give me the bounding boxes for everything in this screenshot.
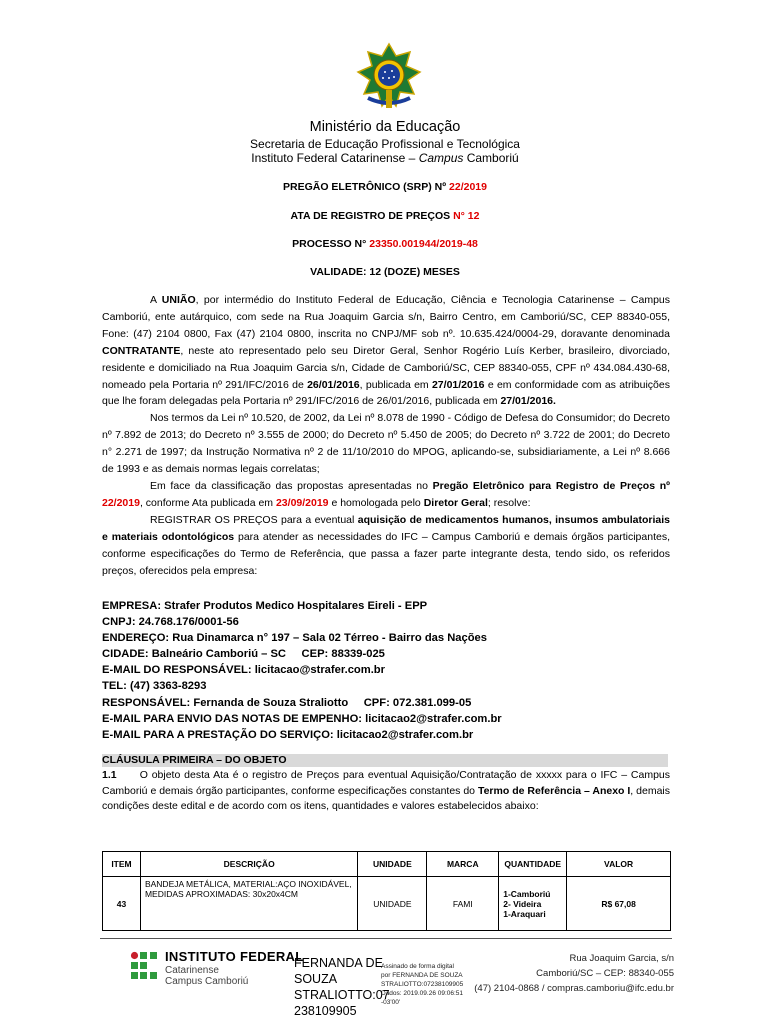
clausula-text: 1.1 O objeto desta Ata é o registro de Preços para eventual Aquisição/Contratação de xxxxx para o IFC – Campus Camboriú e demais órgão participantes, conforme especificações constantes do Termo de Referência – Anexo I, demais condições deste edital e de acordo com os itens, quantidades e valores estabelecidos abaixo: (102, 769, 670, 813)
institute-title: Instituto Federal Catarinense – Campus Camboriú (251, 151, 519, 165)
preamble-paragraph-2: Nos termos da Lei nº 10.520, de 2002, da Lei nº 8.078 de 1990 - Código de Defesa do Consumidor; do Decreto nº 7.892 de 2013; do Decreto nº 3.555 de 2000; do Decreto nº 5.450 de 2005; do Decreto nº 3.722 de 2001; do Decreto n° 2.271 de 1997; da Instrução Normativa nº 2 de 11/10/2010 do MPOG, aplicando-se, subsidiariamente, a Lei nº 8.666 de 1993 e as demais normas legais correlatas; (102, 412, 670, 476)
empresa-tel: TEL: (47) 3363-8293 (102, 680, 207, 693)
validade-title: VALIDADE: 12 (DOZE) MESES (310, 266, 460, 278)
empresa-email: E-MAIL DO RESPONSÁVEL: licitacao@strafer.com.br (102, 664, 385, 677)
ifc-subtitle: Catarinense Campus Camboriú (165, 965, 249, 987)
clausula-title: CLÁUSULA PRIMEIRA – DO OBJETO (102, 754, 668, 767)
empresa-name: EMPRESA: Strafer Produtos Medico Hospitalares Eireli - EPP (102, 600, 428, 612)
ata-title: ATA DE REGISTRO DE PREÇOS N° 12 (290, 210, 480, 222)
pregao-title: PREGÃO ELETRÔNICO (SRP) Nº 22/2019 (283, 181, 487, 193)
ifc-name: INSTITUTO FEDERAL (165, 949, 304, 964)
header-marca: MARCA (427, 852, 499, 877)
brasao-emblem-icon (356, 42, 422, 114)
empresa-cidade: CIDADE: Balneário Camboriú – SC CEP: 88339-025 (102, 648, 385, 661)
cell-unidade: UNIDADE (358, 877, 427, 931)
empresa-email-servico: E-MAIL PARA A PRESTAÇÃO DO SERVIÇO: licitacao2@strafer.com.br (102, 728, 474, 741)
preamble-paragraph-4: REGISTRAR OS PREÇOS para a eventual aquisição de medicamentos humanos, insumos ambulatoriais e materiais odontológicos para atender as necessidades do IFC – Campus Camboriú e demais órgãos participantes, conforme especificações do Termo de Referência, que passa a fazer parte integrante desta, tendo sido, os referidos preços, oferecidos pela empresa: (102, 513, 670, 577)
header-valor: VALOR (567, 852, 671, 877)
footer-address: Rua Joaquim Garcia, s/n Camboriú/SC – CEP: 88340-055 (47) 2104-0868 / compras.camboriu@ifc.edu.br (474, 953, 674, 994)
ministry-title: Ministério da Educação (309, 119, 461, 135)
table-row (103, 877, 671, 931)
empresa-block (102, 598, 672, 743)
items-table (102, 851, 671, 931)
ifc-logo-icon (130, 951, 160, 981)
processo-title: PROCESSO N° 23350.001944/2019-48 (292, 238, 478, 250)
secretariat-title: Secretaria de Educação Profissional e Tecnológica (250, 137, 520, 151)
cell-quantidade: 1-Camboriú 2- Videira 1-Araquari (499, 877, 567, 931)
digital-signature-details: Assinado de forma digital por FERNANDA DE SOUZA STRALIOTTO:07238109905 Dados: 2019.09.26 09:06:51 -03'00' (381, 963, 464, 1006)
empresa-cnpj: CNPJ: 24.768.176/0001-56 (102, 616, 239, 629)
table-header-row (103, 852, 671, 877)
cell-valor: R$ 67,08 (567, 877, 671, 931)
empresa-email-empenho: E-MAIL PARA ENVIO DAS NOTAS DE EMPENHO: licitacao2@strafer.com.br (102, 712, 502, 725)
cell-descricao: BANDEJA METÁLICA, MATERIAL:AÇO INOXIDÁVEL, MEDIDAS APROXIMADAS: 30x20x4CM (140, 877, 357, 931)
empresa-responsavel: RESPONSÁVEL: Fernanda de Souza Straliotto CPF: 072.381.099-05 (102, 696, 472, 709)
header-item: ITEM (103, 852, 141, 877)
header-quantidade: QUANTIDADE (499, 852, 567, 877)
preamble (102, 292, 670, 579)
preamble-paragraph-1: A UNIÃO, por intermédio do Instituto Federal de Educação, Ciência e Tecnologia Catarinense – Campus Camboriú, ente autárquico, com sede na Rua Joaquim Garcia s/n, Bairro Centro, em Camboriú/SC, CEP 88340-055, Fone: (47) 2104 0800, Fax (47) 2104 0800, inscrita no CNPJ/MF sob nº. 10.635.424/0004-29, doravante denominada CONTRATANTE, neste ato representado pelo seu Diretor Geral, Senhor Rogério Luís Kerber, brasileiro, divorciado, residente e domiciliado na Rua Joaquim Garcia s/n, Cidade de Camboriú/SC, CEP 88340-055, CPF nº 434.084.430-68, nomeado pela Portaria nº 291/IFC/2016 de 26/01/2016, publicada em 27/01/2016 e em conformidade com as atribuições que lhe foram delegadas pela Portaria nº 291/IFC/2016 de 26/01/2016, publicada em 27/01/2016. (102, 294, 670, 408)
digital-signature-name: FERNANDA DE SOUZA STRALIOTTO:07 238109905 (294, 956, 390, 1018)
header-unidade: UNIDADE (358, 852, 427, 877)
cell-marca: FAMI (427, 877, 499, 931)
preamble-paragraph-3: Em face da classificação das propostas apresentadas no Pregão Eletrônico para Registro de Preços nº 22/2019, conforme Ata publicada em 23/09/2019 e homologada pelo Diretor Geral; resolve: (102, 479, 670, 509)
footer-divider (100, 938, 672, 939)
empresa-endereco: ENDEREÇO: Rua Dinamarca n° 197 – Sala 02 Térreo - Bairro das Nações (102, 632, 488, 645)
cell-item: 43 (103, 877, 141, 931)
header-descricao: DESCRIÇÃO (140, 852, 357, 877)
